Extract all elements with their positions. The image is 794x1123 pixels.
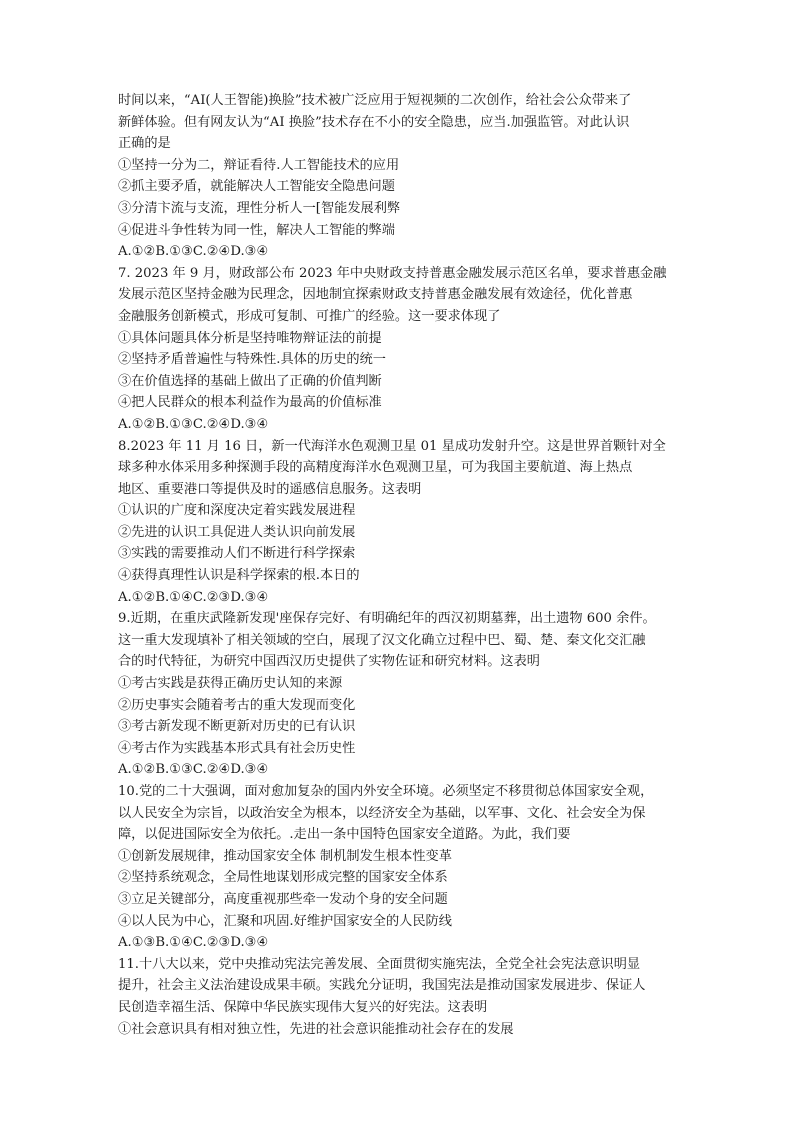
option-3: ③考古新发现不断更新对历史的已有认识 (118, 719, 356, 735)
option-4: ④以人民为中心，汇聚和巩固.好维护国家安全的人民防线 (118, 913, 452, 929)
question-stem-line: 提升，社会主义法治建设成果丰硕。实践允分证明，我国宪法是推动国家发展进步、保证人 (118, 978, 646, 994)
question-stem-line: 球多种水体采用多种探测手段的高精度海洋水色观测卫星，可为我国主要航道、海上热点 (118, 460, 633, 476)
question-11 (118, 954, 678, 1040)
option-2: ②先进的认识工具促进人类认识向前发展 (118, 524, 356, 540)
question-stem-line: 8.2023 年 11 月 16 日，新一代海洋水色观测卫星 01 星成功发射升空。这是世界首颗针对全 (118, 438, 666, 454)
answer-choices: A.①②B.①③C.②④D.③④ (118, 244, 269, 260)
question-9 (118, 608, 678, 781)
option-1: ①创新发展规律，推动国家安全体 制机制发生根本性变革 (118, 848, 452, 864)
question-stem-line: 9.近期，在重庆武隆新发现'座保存完好、有明确纪年的西汉初期墓葬，出土遗物 600 余件。 (118, 611, 656, 627)
question-stem-line: 10.党的二十大强调，面对愈加复杂的国内外安全环境。必须坚定不移贯彻总体国家安全观， (118, 784, 654, 799)
question-stem-line: 合的时代特征，为研究中国西汉历史提供了实物佐证和研究材料。这表明 (118, 654, 540, 670)
answer-choices: A.①②B.①③C.②④D.③④ (118, 762, 269, 778)
option-2: ②历史事实会随着考古的重大发现而变化 (118, 697, 356, 713)
option-2: ②抓主要矛盾，就能解决人工智能安全隐患问题 (118, 179, 395, 195)
question-stem-line: 正确的是 (118, 136, 171, 152)
answer-choices: A.①③B.①④C.②③D.③④ (118, 935, 269, 951)
question-stem-line: 发展示范区坚持金融为民理念，因地制宜探索财政支持普惠金融发展有效途径，优化普惠 (118, 287, 633, 303)
question-stem-line: 障，以促进国际安全为依托。.走出一条中国特色国家安全道路。为此，我们要 (118, 827, 571, 843)
question-stem-line: 以人民安全为宗旨，以政治安全为根本，以经济安全为基础，以军事、文化、社会安全为保 (118, 805, 646, 821)
question-stem-line: 新鲜体验。但有网友认为“AI 换脸”技术存在不小的安全隐患，应当.加强监管。对此认识 (118, 114, 630, 130)
question-stem-line: 金融服务创新模式，形成可复制、可推广的经验。这一要求体现了 (118, 308, 501, 324)
question-stem-line: 这一重大发现填补了相关领域的空白，展现了汉文化确立过程中巴、蜀、楚、秦文化交汇融 (118, 632, 646, 648)
option-3: ③实践的需要推动人们不断进行科学探索 (118, 546, 356, 562)
option-1: ①认识的广度和深度决定着实践发展进程 (118, 503, 356, 519)
option-1: ①社会意识具有相对独立性，先进的社会意识能推动社会存在的发展 (118, 1021, 514, 1037)
option-4: ④把人民群众的根本利益作为最高的价值标准 (118, 395, 382, 411)
question-stem-line: 时间以来，“AI(人王智能)换脸”技术被广泛应用于短视频的二次创作，给社会公众带来了 (118, 93, 632, 108)
question-6 (118, 90, 678, 263)
option-2: ②坚持矛盾普遍性与特殊性.具体的历史的统一 (118, 352, 386, 368)
question-stem-line: 地区、重要港口等提供及时的遥感信息服务。这表明 (118, 481, 422, 497)
option-2: ②坚持系统观念，全局性地谋划形成完整的国家安全体系 (118, 870, 448, 886)
answer-choices: A.①②B.①④C.②③D.③④ (118, 589, 269, 605)
question-stem-line: 11.十八大以来，党中央推动宪法完善发展、全面贯彻实施宪法，全党全社会宪法意识明显 (118, 956, 641, 972)
option-1: ①具体问题具体分析是坚持唯物辩证法的前提 (118, 330, 382, 346)
option-3: ③立足关键部分，高度重视那些牵一发动个身的安全问题 (118, 891, 448, 907)
option-4: ④促进斗争性转为同一性，解决人工智能的弊端 (118, 222, 395, 238)
answer-choices: A.①②B.①③C.②④D.③④ (118, 416, 269, 432)
option-1: ①坚持一分为二，辩证看待.人工智能技术的应用 (118, 157, 400, 173)
option-1: ①考古实践是获得正确历史认知的来源 (118, 676, 343, 692)
option-3: ③分清卞流与支流，理性分析人一[智能发展利弊 (118, 200, 401, 216)
question-7 (118, 263, 678, 436)
exam-page (118, 90, 678, 1040)
question-stem-line: 民创造幸福生活、保障中华民族实现伟大复兴的好宪法。这表明 (118, 999, 488, 1015)
question-8 (118, 436, 678, 609)
option-4: ④考古作为实践基本形式具有社会历史性 (118, 740, 356, 756)
option-3: ③在价值选择的基础上做出了正确的价值判断 (118, 373, 382, 389)
question-10 (118, 781, 678, 954)
option-4: ④获得真理性认识是科学探索的根.本日的 (118, 568, 360, 584)
question-stem-line: 7. 2023 年 9 月，财政部公布 2023 年中央财政支持普惠金融发展示范区名单，要求普惠金融 (118, 265, 667, 281)
